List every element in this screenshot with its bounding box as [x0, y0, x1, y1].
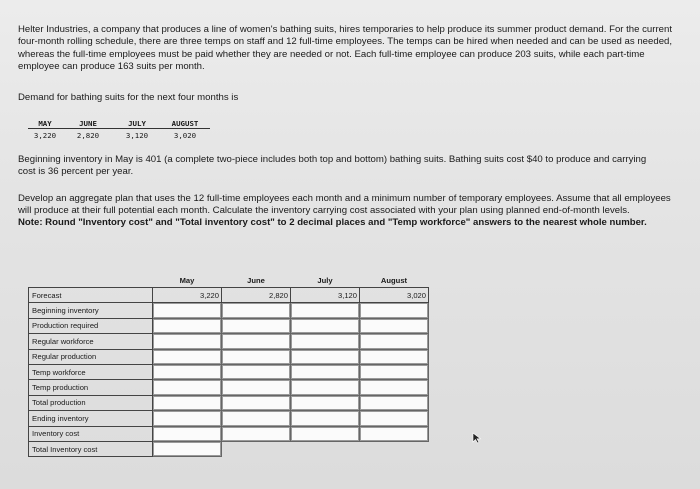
temp-workforce-july-input[interactable] — [291, 364, 360, 379]
production-required-june-input[interactable] — [222, 318, 291, 333]
demand-value-june: 2,820 — [76, 131, 100, 140]
inventory-text: Beginning inventory in May is 401 (a complete two-piece includes both top and bottom) bathing suits. Bathing suits cost $40 to produce and carrying cost is 36 percent per year. — [18, 154, 647, 177]
temp-production-august-input[interactable] — [360, 380, 429, 395]
production-required-august-input[interactable] — [360, 318, 429, 333]
plan-header-blank — [29, 274, 153, 288]
demand-value-may: 3,220 — [33, 131, 57, 140]
table-row — [29, 334, 429, 349]
beginning-inventory-june-input[interactable] — [222, 303, 291, 318]
plan-header-row — [29, 274, 429, 288]
demand-table — [28, 120, 210, 142]
temp-workforce-june-input[interactable] — [222, 364, 291, 379]
beginning-inventory-august-input[interactable] — [360, 303, 429, 318]
row-label-ending-inventory: Ending inventory — [29, 411, 153, 426]
plan-header-july: July — [317, 276, 333, 285]
row-label-production-required: Production required — [29, 318, 153, 333]
demand-value-row — [28, 129, 210, 143]
forecast-july: 3,120 — [291, 288, 360, 303]
inventory-cost-may-input[interactable] — [153, 426, 222, 441]
row-label-total-inventory-cost: Total Inventory cost — [29, 441, 153, 456]
mouse-cursor-icon — [472, 432, 482, 444]
row-label-regular-workforce: Regular workforce — [29, 334, 153, 349]
inventory-cost-july-input[interactable] — [291, 426, 360, 441]
demand-value-august: 3,020 — [173, 131, 197, 140]
regular-workforce-june-input[interactable] — [222, 334, 291, 349]
rounding-note: Note: Round "Inventory cost" and "Total inventory cost" to 2 decimal places and "Temp workforce" answers to the nearest whole number. — [18, 216, 647, 228]
row-label-inventory-cost: Inventory cost — [29, 426, 153, 441]
forecast-june: 2,820 — [222, 288, 291, 303]
ending-inventory-july-input[interactable] — [291, 411, 360, 426]
row-label-temp-workforce: Temp workforce — [29, 364, 153, 379]
row-label-temp-production: Temp production — [29, 380, 153, 395]
total-inventory-cost-blank-june — [222, 441, 291, 456]
table-row — [29, 441, 429, 456]
total-production-may-input[interactable] — [153, 395, 222, 410]
ending-inventory-may-input[interactable] — [153, 411, 222, 426]
beginning-inventory-july-input[interactable] — [291, 303, 360, 318]
table-row — [29, 395, 429, 410]
plan-instructions — [18, 193, 682, 228]
regular-workforce-august-input[interactable] — [360, 334, 429, 349]
temp-workforce-august-input[interactable] — [360, 364, 429, 379]
total-production-august-input[interactable] — [360, 395, 429, 410]
forecast-may: 3,220 — [153, 288, 222, 303]
table-row — [29, 364, 429, 379]
demand-header-row — [28, 120, 210, 129]
forecast-row — [29, 288, 429, 303]
row-label-total-production: Total production — [29, 395, 153, 410]
regular-production-may-input[interactable] — [153, 349, 222, 364]
inventory-cost-august-input[interactable] — [360, 426, 429, 441]
plan-header-june: June — [247, 276, 265, 285]
temp-production-may-input[interactable] — [153, 380, 222, 395]
total-production-july-input[interactable] — [291, 395, 360, 410]
production-required-july-input[interactable] — [291, 318, 360, 333]
beginning-inventory-may-input[interactable] — [153, 303, 222, 318]
demand-header-june: JUNE — [62, 120, 114, 129]
forecast-label: Forecast — [29, 288, 153, 303]
table-row — [29, 380, 429, 395]
table-row — [29, 303, 429, 318]
plan-header-august: August — [380, 276, 408, 285]
regular-production-june-input[interactable] — [222, 349, 291, 364]
demand-label: Demand for bathing suits for the next four months is — [18, 92, 239, 103]
total-production-june-input[interactable] — [222, 395, 291, 410]
row-label-beginning-inventory: Beginning inventory — [29, 303, 153, 318]
inventory-cost-june-input[interactable] — [222, 426, 291, 441]
plan-text: Develop an aggregate plan that uses the 12 full-time employees each month and a minimum number of temporary employees. Assume that all employees will produce at their full potential each month. Calculate the inventory carrying cost associated with your plan using planned end-of-month levels. — [18, 193, 671, 216]
total-inventory-cost-blank-august — [360, 441, 429, 456]
ending-inventory-august-input[interactable] — [360, 411, 429, 426]
regular-production-august-input[interactable] — [360, 349, 429, 364]
table-row — [29, 426, 429, 441]
row-label-regular-production: Regular production — [29, 349, 153, 364]
problem-intro: Helter Industries, a company that produces a line of women's bathing suits, hires temporaries to help produce its summer product demand. For the current four-month rolling schedule, there are three temps on staff and 12 full-time employees. The temps can be hired when needed and can be used as needed, whereas the full-time employees must be paid whether they are needed or not. Each full-time employee can produce 203 suits, while each part-time employee can produce 163 suits per month. — [18, 24, 673, 73]
table-row — [29, 349, 429, 364]
regular-production-july-input[interactable] — [291, 349, 360, 364]
production-required-may-input[interactable] — [153, 318, 222, 333]
plan-header-may: May — [179, 276, 195, 285]
regular-workforce-july-input[interactable] — [291, 334, 360, 349]
total-inventory-cost-input[interactable] — [153, 441, 222, 456]
temp-production-june-input[interactable] — [222, 380, 291, 395]
temp-workforce-may-input[interactable] — [153, 364, 222, 379]
total-inventory-cost-blank-july — [291, 441, 360, 456]
forecast-august: 3,020 — [360, 288, 429, 303]
demand-value-july: 3,120 — [125, 131, 149, 140]
table-row — [29, 318, 429, 333]
temp-production-july-input[interactable] — [291, 380, 360, 395]
ending-inventory-june-input[interactable] — [222, 411, 291, 426]
demand-header-may: MAY — [28, 120, 62, 129]
demand-header-august: AUGUST — [160, 120, 210, 129]
demand-header-july: JULY — [114, 120, 160, 129]
table-row — [29, 411, 429, 426]
aggregate-plan-table — [28, 274, 429, 457]
regular-workforce-may-input[interactable] — [153, 334, 222, 349]
